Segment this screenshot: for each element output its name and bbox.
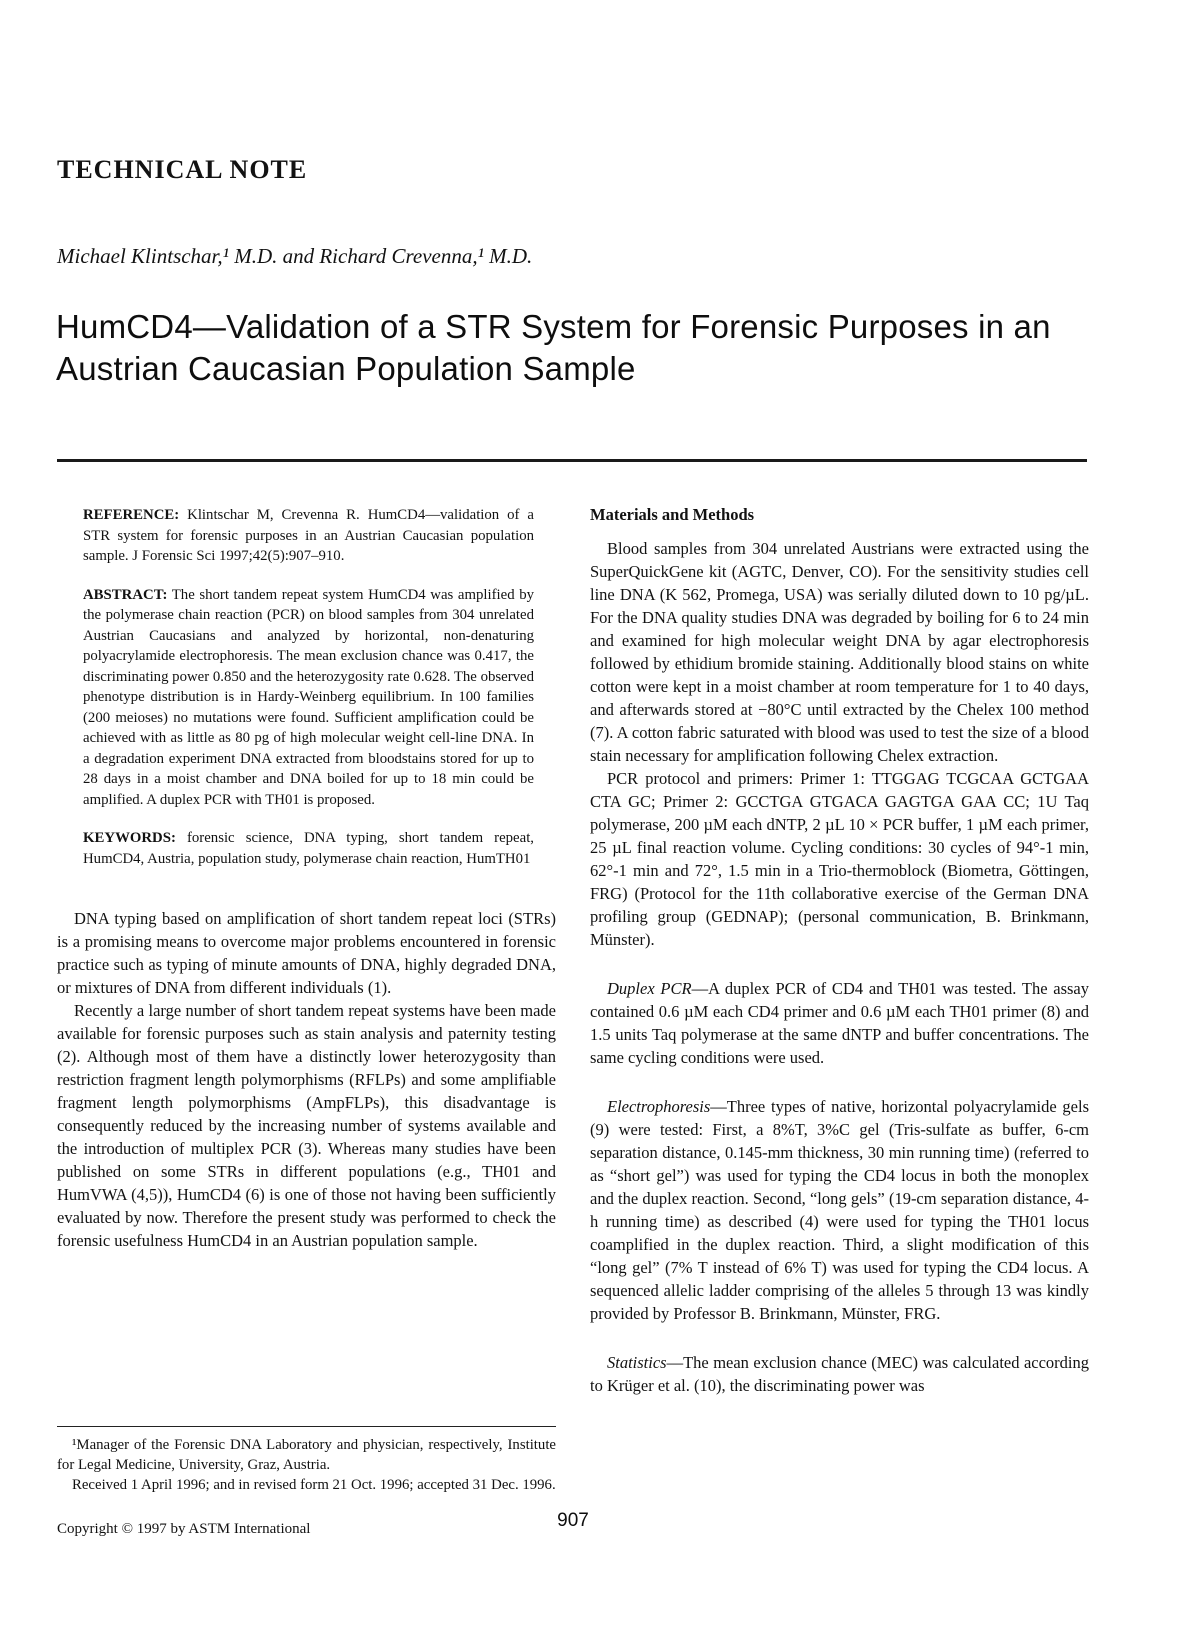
title-rule (57, 459, 1087, 462)
left-column (57, 505, 556, 1495)
section-label: TECHNICAL NOTE (57, 155, 308, 184)
duplex-pcr-text: —A duplex PCR of CD4 and TH01 was tested. The assay contained 0.6 µM each CD4 primer and 0.6 µM each TH01 primer (8) and 1.5 units Taq polymerase at the same dNTP and buffer concentrations. The same cycling conditions were used. (590, 979, 1090, 1067)
abstract-text: The short tandem repeat system HumCD4 was amplified by the polymerase chain reaction (PCR) on blood samples from 304 unrelated Austrian Caucasians and analyzed by horizontal, non-denaturing polyacrylamide electrophoresis. The mean exclusion chance was 0.417, the discriminating power 0.850 and the heterozygosity rate 0.628. The observed phenotype distribution is in Hardy-Weinberg equilibrium. In 100 families (200 meioses) no mutations were found. Sufficient amplification could be achieved with as little as 80 pg of high molecular weight cell-line DNA. In a degradation experiment DNA extracted from bloodstains stored for up to 28 days in a moist chamber and DNA boiled for up to 18 min could be amplified. A duplex PCR with TH01 is proposed. (83, 586, 534, 808)
footnote-received: Received 1 April 1996; and in revised form 21 Oct. 1996; accepted 31 Dec. 1996. (72, 1477, 556, 1493)
keywords-label: KEYWORDS: (83, 830, 176, 846)
methods-paragraph-blood-samples: Blood samples from 304 unrelated Austrians were extracted using the SuperQuickGene kit (AGTC, Denver, CO). For the sensitivity studies cell line DNA (K 562, Promega, USA) was serially diluted down to 10 pg/µL. For the DNA quality studies DNA was degraded by boiling for 6 to 24 min and examined for high molecular weight DNA by agar electrophoresis followed by ethidium bromide staining. Additionally blood stains on white cotton were kept in a moist chamber at room temperature for 1 to 40 days, and afterwards stored at −80°C until extracted by the Chelex 100 method (7). A cotton fabric saturated with blood was used to test the size of a blood stain necessary for amplification following Chelex extraction. (590, 539, 1089, 765)
methods-paragraph-duplex-pcr (590, 977, 1089, 1069)
footnote-rule (57, 1426, 556, 1427)
abstract-label: ABSTRACT: (83, 586, 168, 603)
two-column-body (57, 505, 1089, 1495)
statistics-text: —The mean exclusion chance (MEC) was calculated according to Krüger et al. (10), the discriminating power was (590, 1353, 1089, 1395)
methods-paragraph-pcr-protocol: PCR protocol and primers: Primer 1: TTGGAG TCGCAA GCTGAA CTA GC; Primer 2: GCCTGA GTGACA GAGTGA GAA CC; 1U Taq polymerase, 200 µM each dNTP, 2 µL 10 × PCR buffer, 1 µM each primer, 25 µL final reaction volume. Cycling conditions: 30 cycles of 94°-1 min, 62°-1 min and 72°, 1.5 min in a Trio-thermoblock (Biometra, Göttingen, FRG) (Protocol for the 11th collaborative exercise of the German DNA profiling group (GEDNAP); (personal communication, B. Brinkmann, Münster). (590, 769, 1089, 949)
keywords-text: forensic science, DNA typing, short tandem repeat, HumCD4, Austria, population study, polymerase chain reaction, HumTH01 (83, 830, 534, 867)
statistics-lead: Statistics (607, 1353, 667, 1372)
reference-block (83, 505, 534, 567)
footnote-affiliation: ¹Manager of the Forensic DNA Laboratory and physician, respectively, Institute for Legal Medicine, University, Graz, Austria. (57, 1437, 556, 1473)
footnote-block (57, 1426, 556, 1495)
copyright-notice: Copyright © 1997 by ASTM International (57, 1521, 311, 1537)
materials-methods-heading: Materials and Methods (590, 505, 755, 524)
duplex-pcr-lead: Duplex PCR (607, 979, 692, 998)
page-number: 907 (557, 1510, 589, 1531)
keywords-block (83, 828, 534, 869)
intro-paragraph-1: DNA typing based on amplification of short tandem repeat loci (STRs) is a promising means to overcome major problems encountered in forensic practice such as typing of minute amounts of DNA, highly degraded DNA, or mixtures of DNA from different individuals (1). (57, 909, 556, 997)
methods-paragraph-statistics (590, 1351, 1089, 1397)
reference-label: REFERENCE: (83, 507, 180, 523)
abstract-block (83, 585, 534, 811)
electrophoresis-lead: Electrophoresis (607, 1097, 711, 1116)
electrophoresis-text: —Three types of native, horizontal polyacrylamide gels (9) were tested: First, a 8%T, 3%C gel (Tris-sulfate as buffer, 6-cm separation distance, 0.145-mm thickness, 30 min running time) (referred to as “short gel”) was used for typing the CD4 locus in both the monoplex and the duplex reaction. Second, “long gels” (19-cm separation distance, 4-h running time) as described (4) were used for typing the TH01 locus coamplified in the duplex reaction. Third, a slight modification of this “long gel” (7% T instead of 6% T) was used for typing the CD4 locus. A sequenced allelic ladder comprising of the alleles 5 through 13 was kindly provided by Professor B. Brinkmann, Münster, FRG. (590, 1097, 1089, 1323)
methods-paragraph-electrophoresis (590, 1095, 1089, 1325)
intro-paragraph-2: Recently a large number of short tandem repeat systems have been made available for forensic purposes such as stain analysis and paternity testing (2). Although most of them have a distinctly lower heterozygosity than restriction fragment length polymorphisms (RFLPs) and some amplifiable fragment length polymorphisms (AmpFLPs), this disadvantage is consequently reduced by the increasing number of systems available and the introduction of multiplex PCR (3). Whereas many studies have been published on some STRs in different populations (e.g., TH01 and HumVWA (4,5)), HumCD4 (6) is one of those not having been sufficiently evaluated by now. Therefore the present study was performed to check the forensic usefulness HumCD4 in an Austrian population sample. (57, 1001, 556, 1250)
paper-title: HumCD4—Validation of a STR System for Forensic Purposes in an Austrian Caucasian Population Sample (56, 308, 1051, 387)
right-column (590, 505, 1089, 1495)
authors-line: Michael Klintschar,¹ M.D. and Richard Crevenna,¹ M.D. (57, 244, 533, 268)
reference-text: Klintschar M, Crevenna R. HumCD4—validation of a STR system for forensic purposes in an Austrian Caucasian population sample. J Forensic Sci 1997;42(5):907–910. (83, 507, 534, 564)
